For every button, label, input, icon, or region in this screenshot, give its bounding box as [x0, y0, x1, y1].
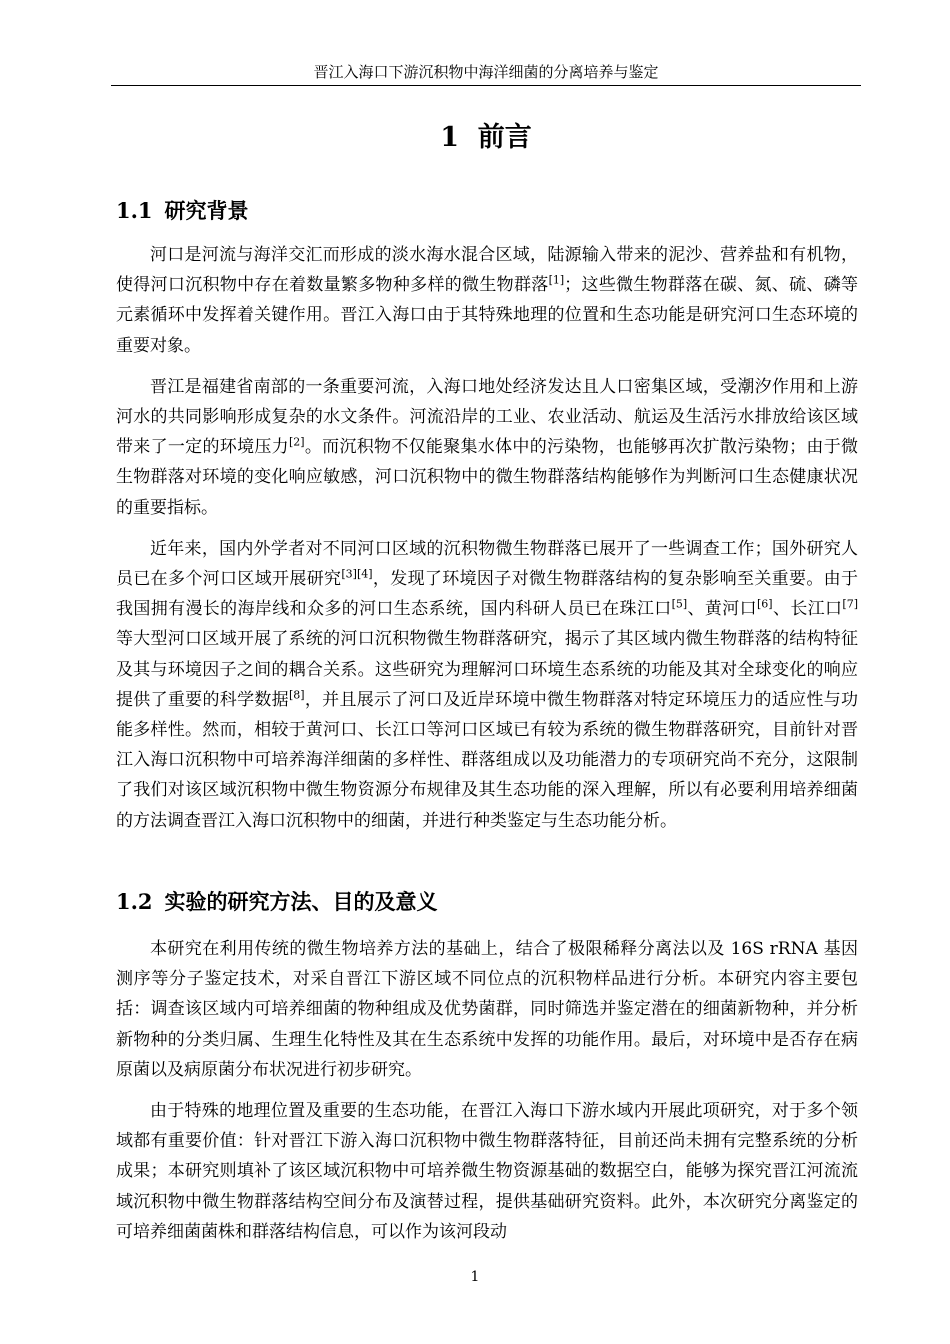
- citation-ref: [8]: [288, 688, 305, 702]
- text-run: 。而沉积物不仅能聚集水体中的污染物，也能够再次扩散污染物；由于微生物群落对环境的变化响应敏感，河口沉积物中的微生物群落结构能够作为判断河口生态健康状况的重要指标。: [116, 437, 859, 518]
- page-number: 1: [470, 1269, 480, 1285]
- text-run: 等大型河口区域开展了系统的河口沉积物微生物群落研究，揭示了其区域内微生物群落的结构特征及其与环境因子之间的耦合关系。这些研究为理解河口环境生态系统的功能及其对全球变化的响应提供了重要的科学数据: [116, 629, 858, 710]
- section-title: 研究背景: [164, 198, 249, 223]
- paragraph: [116, 1096, 858, 1247]
- section-number: 1.1: [116, 198, 153, 223]
- citation-ref: [3][4]: [341, 567, 373, 581]
- paragraph: [116, 534, 858, 836]
- paragraph: [116, 372, 858, 523]
- section-1-2-body: [116, 934, 858, 1258]
- text-run: 本研究在利用传统的微生物培养方法的基础上，结合了极限稀释分离法以及 16S rRNA 基因测序等分子鉴定技术，对采自晋江下游区域不同位点的沉积物样品进行分析。本研究内容主要包括：调查该区域内可培养细菌的物种组成及优势菌群，同时筛选并鉴定潜在的细菌新物种，并分析新物种的分类归属、生理生化特性及其在生态系统中发挥的功能作用。最后，对环境中是否存在病原菌以及病原菌分布状况进行初步研究。: [116, 939, 858, 1080]
- chapter-title: [111, 118, 861, 158]
- citation-ref: [2]: [288, 435, 305, 449]
- citation-ref: [7]: [842, 597, 858, 611]
- section-number: 1.2: [116, 889, 153, 914]
- text-run: 晋江是福建省南部的一条重要河流，入海口地处经济发达且人口密集区域，受潮汐作用和上游河水的共同影响形成复杂的水文条件。河流沿岸的工业、农业活动、航运及生活污水排放给该区域带来了一定的环境压力: [116, 376, 858, 458]
- text-run: 、黄河口: [687, 599, 757, 620]
- section-1-1-body: [116, 240, 858, 847]
- citation-ref: [5]: [671, 597, 688, 611]
- citation-ref: [1]: [548, 273, 565, 287]
- text-run: ，发现了环境因子对微生物群落结构的复杂影响至关重要。由于我国拥有漫长的海岸线和众多的河口生态系统，国内科研人员已在珠江口: [116, 569, 859, 620]
- section-heading-1-2: [116, 886, 438, 918]
- section-title: 实验的研究方法、目的及意义: [164, 889, 438, 914]
- text-run: ，并且展示了河口及近岸环境中微生物群落对特定环境压力的适应性与功能多样性。然而，相较于黄河口、长江口等河口区域已有较为系统的微生物群落研究，目前针对晋江入海口沉积物中可培养海洋细菌的多样性、群落组成以及功能潜力的专项研究尚不充分，这限制了我们对该区域沉积物中微生物资源分布规律及其生态功能的深入理解，所以有必要利用培养细菌的方法调查晋江入海口沉积物中的细菌，并进行种类鉴定与生态功能分析。: [116, 689, 859, 831]
- header-rule: [111, 85, 861, 86]
- citation-ref: [6]: [757, 597, 773, 611]
- text-run: ；这些微生物群落在碳、氮、硫、磷等元素循环中发挥着关键作用。晋江入海口由于其特殊地理的位置和生态功能是研究河口生态环境的重要对象。: [116, 275, 859, 356]
- text-run: 近年来，国内外学者对不同河口区域的沉积物微生物群落已展开了一些调查工作；国外研究人员已在多个河口区域开展研究: [116, 538, 858, 590]
- text-run: 由于特殊的地理位置及重要的生态功能，在晋江入海口下游水域内开展此项研究，对于多个领域都有重要价值：针对晋江下游入海口沉积物中微生物群落特征，目前还尚未拥有完整系统的分析成果；本研究则填补了该区域沉积物中可培养微生物资源基础的数据空白，能够为探究晋江河流流域沉积物中微生物群落结构空间分布及演替过程，提供基础研究资料。此外，本次研究分离鉴定的可培养细菌菌株和群落结构信息，可以作为该河段动: [116, 1101, 858, 1242]
- text-run: 、长江口: [772, 599, 843, 620]
- text-run: 河口是河流与海洋交汇而形成的淡水海水混合区域，陆源输入带来的泥沙、营养盐和有机物，使得河口沉积物中存在着数量繁多物种多样的微生物群落: [116, 245, 858, 296]
- section-heading-1-1: [116, 195, 249, 227]
- paragraph: [116, 934, 858, 1085]
- paragraph: [116, 240, 858, 361]
- chapter-title-text: 前言: [477, 122, 532, 153]
- running-header: 晋江入海口下游沉积物中海洋细菌的分离培养与鉴定: [313, 63, 659, 81]
- chapter-number: 1: [440, 122, 459, 153]
